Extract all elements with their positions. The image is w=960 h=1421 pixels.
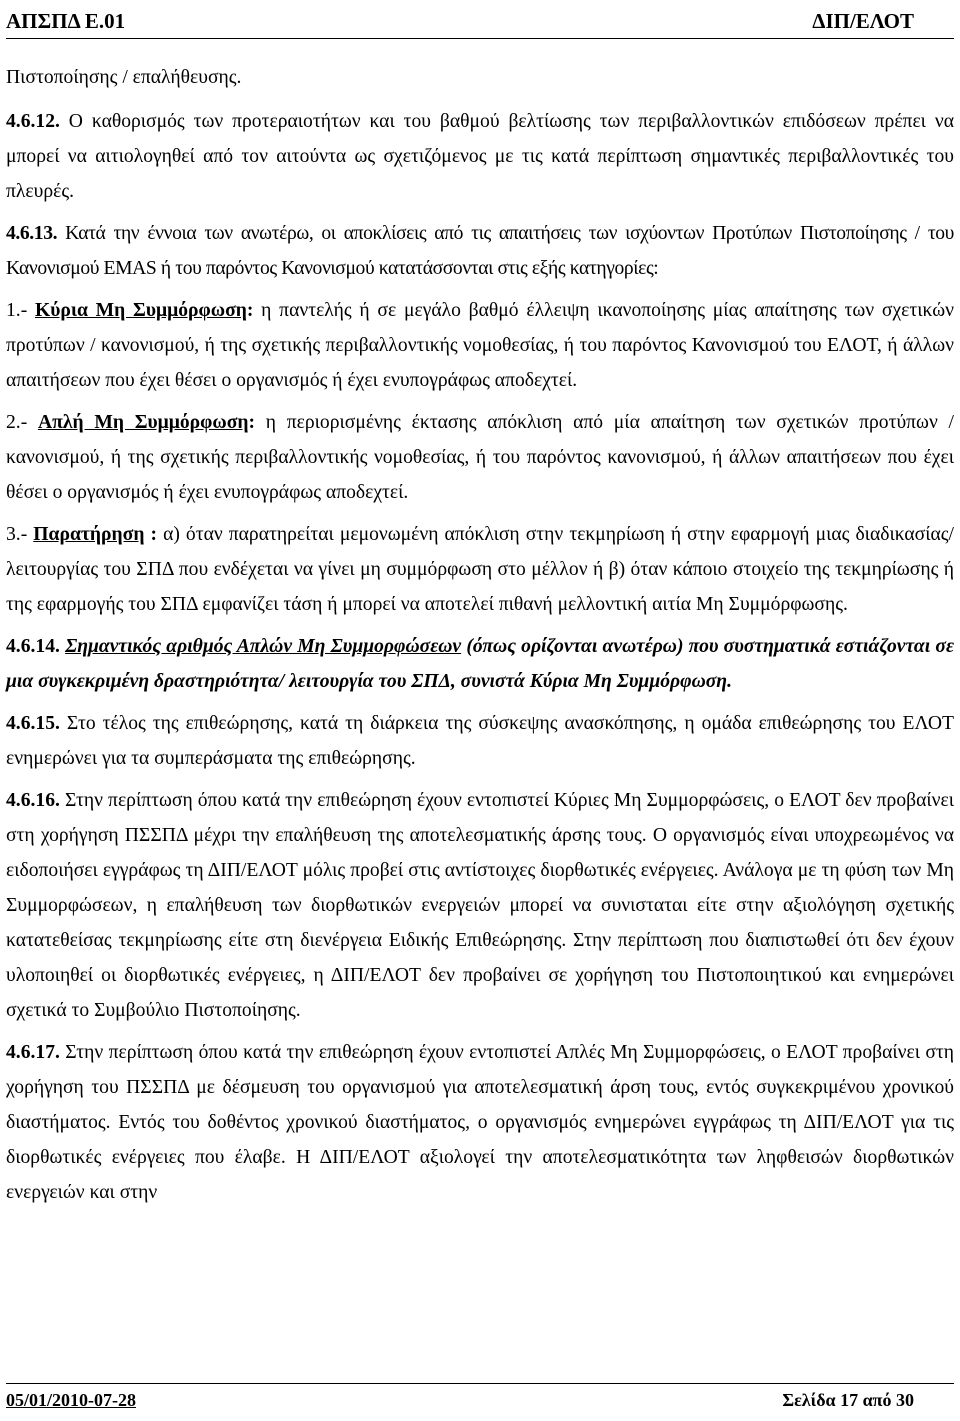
paragraph-number: 4.6.16. [6,790,60,811]
category-colon: : [248,412,256,433]
body-text [6,60,954,1217]
paragraph-continuation [6,60,954,95]
paragraph-text: Στο τέλος της επιθεώρησης, κατά τη διάρκεια της σύσκεψης ανασκόπησης, η ομάδα επιθεώρησης του ΕΛΟΤ ενημερώνει για τα συμπεράσματα της επιθεώρησης. [6,713,954,769]
page-header [6,8,954,39]
paragraph-text: Στην περίπτωση όπου κατά την επιθεώρηση έχουν εντοπιστεί Κύριες Μη Συμμορφώσεις, ο ΕΛΟΤ δεν προβαίνει στη χορήγηση ΠΣΣΠΔ μέχρι την επαλήθευση της αποτελεσματικής άρσης τους. Ο οργανισμός είναι υποχρεωμένος να ειδοποιήσει εγγράφως τη ΔΙΠ/ΕΛΟΤ μόλις προβεί στις αντίστοιχες διορθωτικές ενέργειες. Ανάλογα με τη φύση των Μη Συμμορφώσεων, η επαλήθευση των διορθωτικών ενεργειών μπορεί να συνισταται είτε στην αξιολόγηση σχετικής κατατεθείσας τεκμηρίωσης είτε στη διενέργεια Ειδικής Επιθεώρησης. Στην περίπτωση που διαπιστωθεί ότι δεν έχουν υλοποιηθεί οι διορθωτικές ενέργειες, η ΔΙΠ/ΕΛΟΤ δεν προβαίνει σε χορήγηση του Πιστοποιητικού και ενημερώνει σχετικά το Συμβούλιο Πιστοποίησης. [6,790,954,1021]
paragraph-text: Στην περίπτωση όπου κατά την επιθεώρηση έχουν εντοπιστεί Απλές Μη Συμμορφώσεις, ο ΕΛΟΤ προβαίνει στη χορήγηση του ΠΣΣΠΔ με δέσμευση του οργανισμού για αποτελεσματική άρση τους, εντός συγκεκριμένου χρονικού διαστήματος. Εντός του δοθέντος χρονικού διαστήματος, ο οργανισμός ενημερώνει εγγράφως τη ΔΙΠ/ΕΛΟΤ για τις διορθωτικές ενέργειες που έλαβε. Η ΔΙΠ/ΕΛΟΤ αξιολογεί την αποτελεσματικότητα των ληφθεισών διορθωτικών ενεργειών και στην [6,1042,954,1203]
paragraph-4-6-14 [6,629,954,699]
category-number: 2.- [6,412,28,433]
footer-date-code: 05/01/2010-07-28 [6,1390,136,1410]
page-footer [6,1383,954,1412]
footer-page-number: Σελίδα 17 από 30 [782,1390,914,1410]
category-colon: : [144,524,158,545]
category-major-nonconformity [6,293,954,398]
category-text: η περιορισμένης έκτασης απόκλιση από μία απαίτηση των σχετικών προτύπων / κανονισμού, ή της σχετικής περιβαλλοντικής νομοθεσίας, ή του παρόντος κανονισμού, ή άλλων απαιτήσεων που έχει θέσει ο οργανισμός ή έχει ενυπογράφως αποδεχτεί. [6,412,954,503]
category-text: α) όταν παρατηρείται μεμονωμένη απόκλιση στην τεκμηρίωση ή στην εφαρμογή μιας διαδικασίας/λειτουργίας του ΣΠΔ που ενδέχεται να γίνει μη συμμόρφωση στο μέλλον ή β) όταν κάποιο στοιχείο της τεκμηρίωσης ή της εφαρμογής του ΣΠΔ εμφανίζει τάση ή μπορεί να αποτελεί πιθανή μελλοντική αιτία Μη Συμμόρφωσης. [6,524,954,615]
paragraph-4-6-17 [6,1035,954,1210]
paragraph-number: 4.6.15. [6,713,60,734]
category-number: 1.- [6,300,28,321]
paragraph-4-6-15 [6,706,954,776]
paragraph-text: Πιστοποίησης / επαλήθευσης. [6,67,242,88]
paragraph-4-6-16 [6,783,954,1028]
paragraph-number: 4.6.17. [6,1042,60,1063]
paragraph-text: Ο καθορισμός των προτεραιοτήτων και του βαθμού βελτίωσης των περιβαλλοντικών επιδόσεων πρέπει να μπορεί να αιτιολογηθεί από τον αιτούντα ως σχετιζόμενος με τις κατά περίπτωση σημαντικές περιβαλλοντικές του πλευρές. [6,111,954,202]
paragraph-number: 4.6.12. [6,111,60,132]
category-term: Κύρια Μη Συμμόρφωση [35,300,247,321]
paragraph-4-6-12 [6,104,954,209]
paragraph-emphasis: (όπως ορίζονται ανωτέρω) που συστηματικά εστιάζονται σε μια συγκεκριμένη δραστηριότητα/ λειτουργία του ΣΠΔ, συνιστά Κύρια Μη Συμμόρφωση. [6,636,954,692]
paragraph-4-6-13 [6,216,954,286]
category-minor-nonconformity [6,405,954,510]
category-text: η παντελής ή σε μεγάλο βαθμό έλλειψη ικανοποίησης μίας απαίτησης των σχετικών προτύπων / κανονισμού, ή της σχετικής περιβαλλοντικής νομοθεσίας, ή του παρόντος Κανονισμού του ΕΛΟΤ, ή άλλων απαιτήσεων που έχει θέσει ο οργανισμός ή έχει ενυπογράφως αποδεχτεί. [6,300,954,391]
category-term: Παρατήρηση [33,524,145,545]
category-term: Απλή Μη Συμμόρφωση [37,412,249,433]
paragraph-emphasis-underlined: Σημαντικός αριθμός Απλών Μη Συμμορφώσεων [65,636,462,657]
category-observation [6,517,954,622]
paragraph-number: 4.6.13. [6,223,58,244]
category-number: 3.- [6,524,28,545]
header-document-code: ΑΠΣΠΔ Ε.01 [6,9,126,33]
header-department: ΔΙΠ/ΕΛΟΤ [812,9,914,33]
paragraph-number: 4.6.14. [6,636,60,657]
paragraph-text: Κατά την έννοια των ανωτέρω, οι αποκλίσεις από τις απαιτήσεις των ισχύοντων Προτύπων Πιστοποίησης / του Κανονισμού EMAS ή του παρόντος Κανονισμού κατατάσσονται στις εξής κατηγορίες: [6,223,954,279]
category-colon: : [246,300,254,321]
